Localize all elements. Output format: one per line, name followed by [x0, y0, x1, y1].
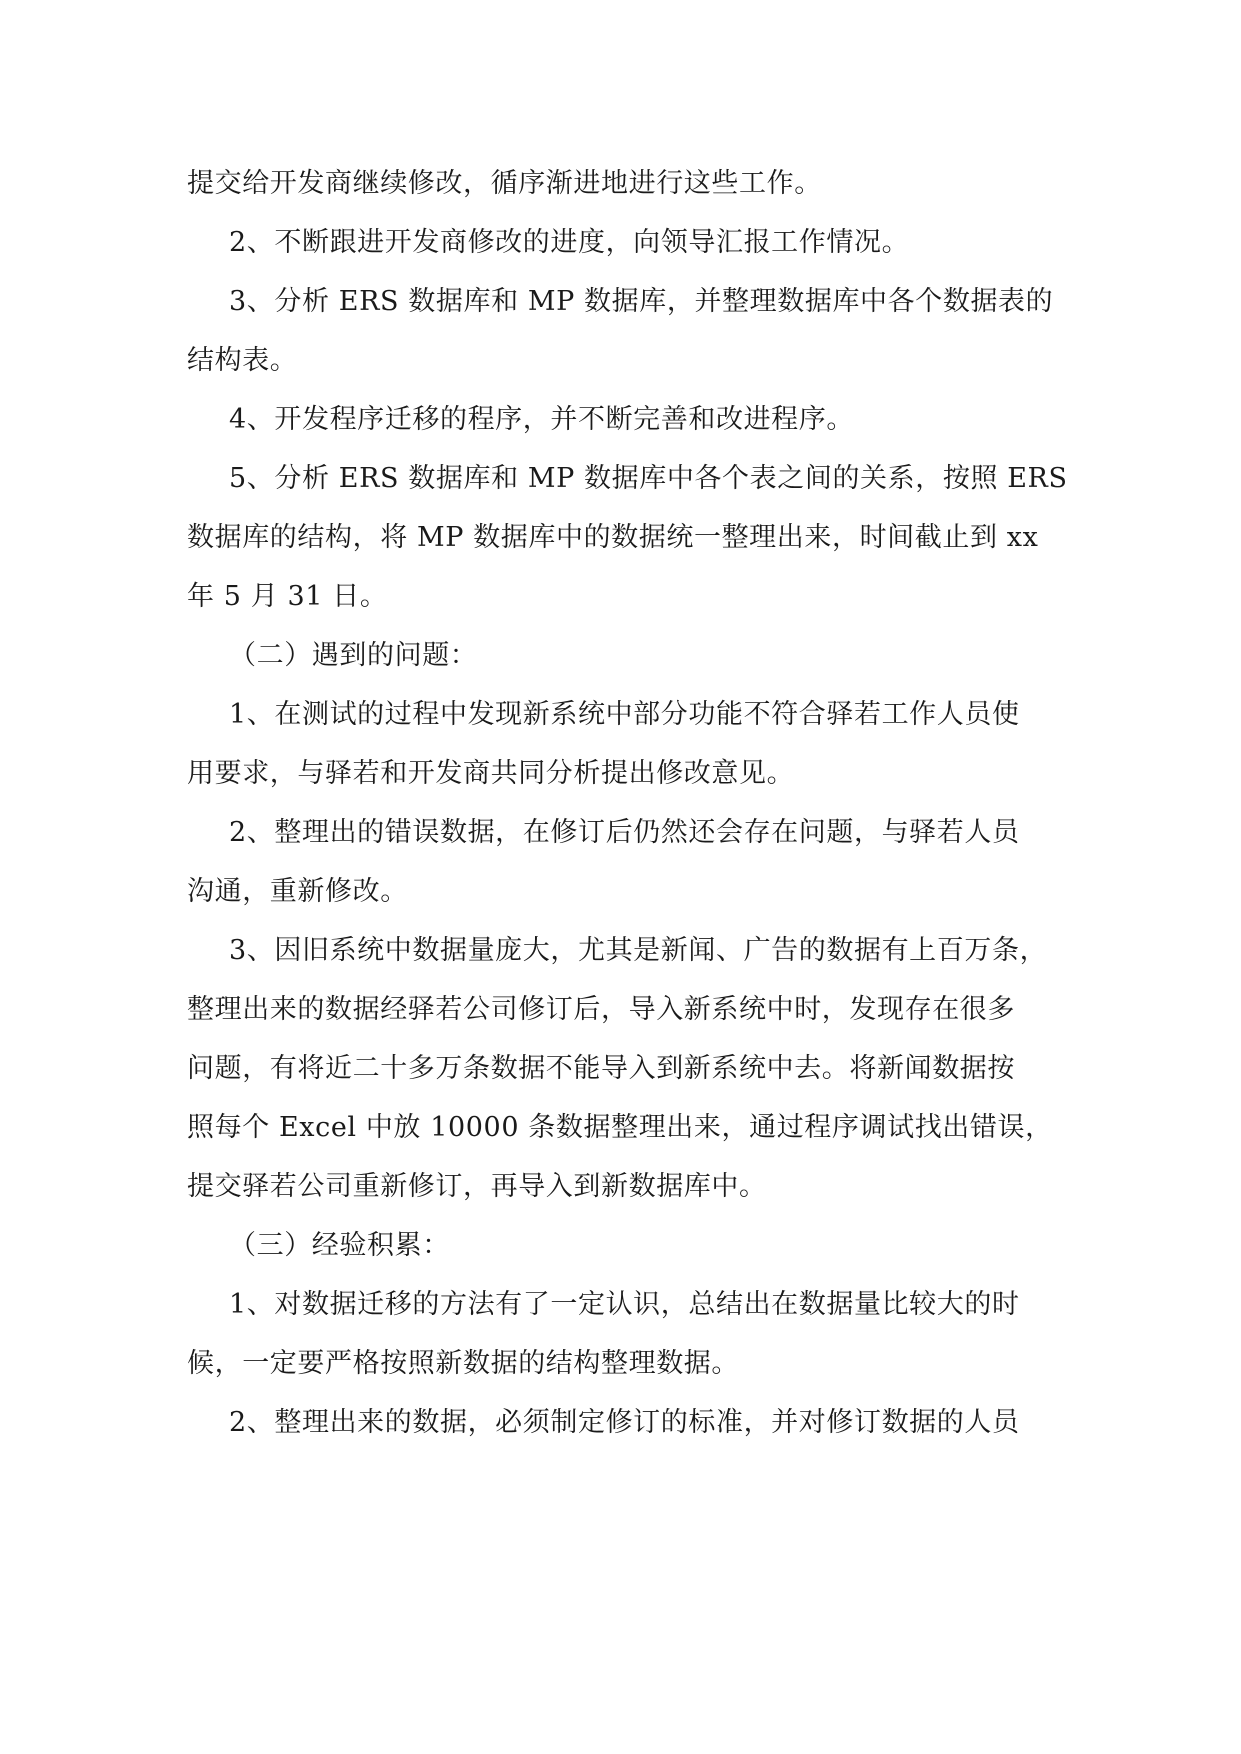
paragraph [187, 390, 1057, 449]
paragraph-line: 2、整理出来的数据，必须制定修订的标准，并对修订数据的人员 [229, 1407, 1020, 1438]
paragraph-line: 4、开发程序迁移的程序，并不断完善和改进程序。 [229, 404, 854, 435]
paragraph-line: 数据库的结构，将 MP 数据库中的数据统一整理出来，时间截止到 xx [187, 522, 1039, 553]
paragraph-line: 1、对数据迁移的方法有了一定认识，总结出在数据量比较大的时 [229, 1289, 1020, 1320]
paragraph [187, 921, 1057, 1216]
paragraph [187, 803, 1057, 921]
paragraph-line: 3、因旧系统中数据量庞大，尤其是新闻、广告的数据有上百万条， [229, 935, 1048, 966]
paragraph-line: 2、整理出的错误数据，在修订后仍然还会存在问题，与驿若人员 [229, 817, 1020, 848]
paragraph [187, 1216, 1057, 1275]
paragraph-line: 候，一定要严格按照新数据的结构整理数据。 [187, 1348, 739, 1379]
paragraph-line: 结构表。 [187, 345, 298, 376]
paragraph [187, 1275, 1057, 1393]
paragraph-line: 提交给开发商继续修改，循序渐进地进行这些工作。 [187, 168, 822, 199]
paragraph [187, 272, 1057, 390]
paragraph-line: （二）遇到的问题： [229, 640, 478, 671]
paragraph-line: 2、不断跟进开发商修改的进度，向领导汇报工作情况。 [229, 227, 910, 258]
paragraph-line: 整理出来的数据经驿若公司修订后，导入新系统中时，发现存在很多 [187, 994, 1015, 1025]
paragraph [187, 154, 1057, 213]
paragraph-line: 提交驿若公司重新修订，再导入到新数据库中。 [187, 1171, 767, 1202]
paragraph [187, 213, 1057, 272]
paragraph-line: 1、在测试的过程中发现新系统中部分功能不符合驿若工作人员使 [229, 699, 1020, 730]
paragraph [187, 685, 1057, 803]
paragraph-line: （三）经验积累： [229, 1230, 450, 1261]
paragraph-line: 照每个 Excel 中放 10000 条数据整理出来，通过程序调试找出错误， [187, 1112, 1053, 1143]
paragraph-line: 5、分析 ERS 数据库和 MP 数据库中各个表之间的关系，按照 ERS [229, 463, 1068, 494]
paragraph-line: 3、分析 ERS 数据库和 MP 数据库，并整理数据库中各个数据表的 [229, 286, 1054, 317]
paragraph [187, 449, 1068, 626]
paragraph-line: 年 5 月 31 日。 [187, 581, 388, 612]
paragraph [187, 626, 1057, 685]
paragraph [187, 1393, 1057, 1452]
paragraph-line: 沟通，重新修改。 [187, 876, 408, 907]
paragraph-line: 用要求，与驿若和开发商共同分析提出修改意见。 [187, 758, 795, 789]
paragraph-line: 问题，有将近二十多万条数据不能导入到新系统中去。将新闻数据按 [187, 1053, 1015, 1084]
document-body [187, 154, 1068, 1452]
